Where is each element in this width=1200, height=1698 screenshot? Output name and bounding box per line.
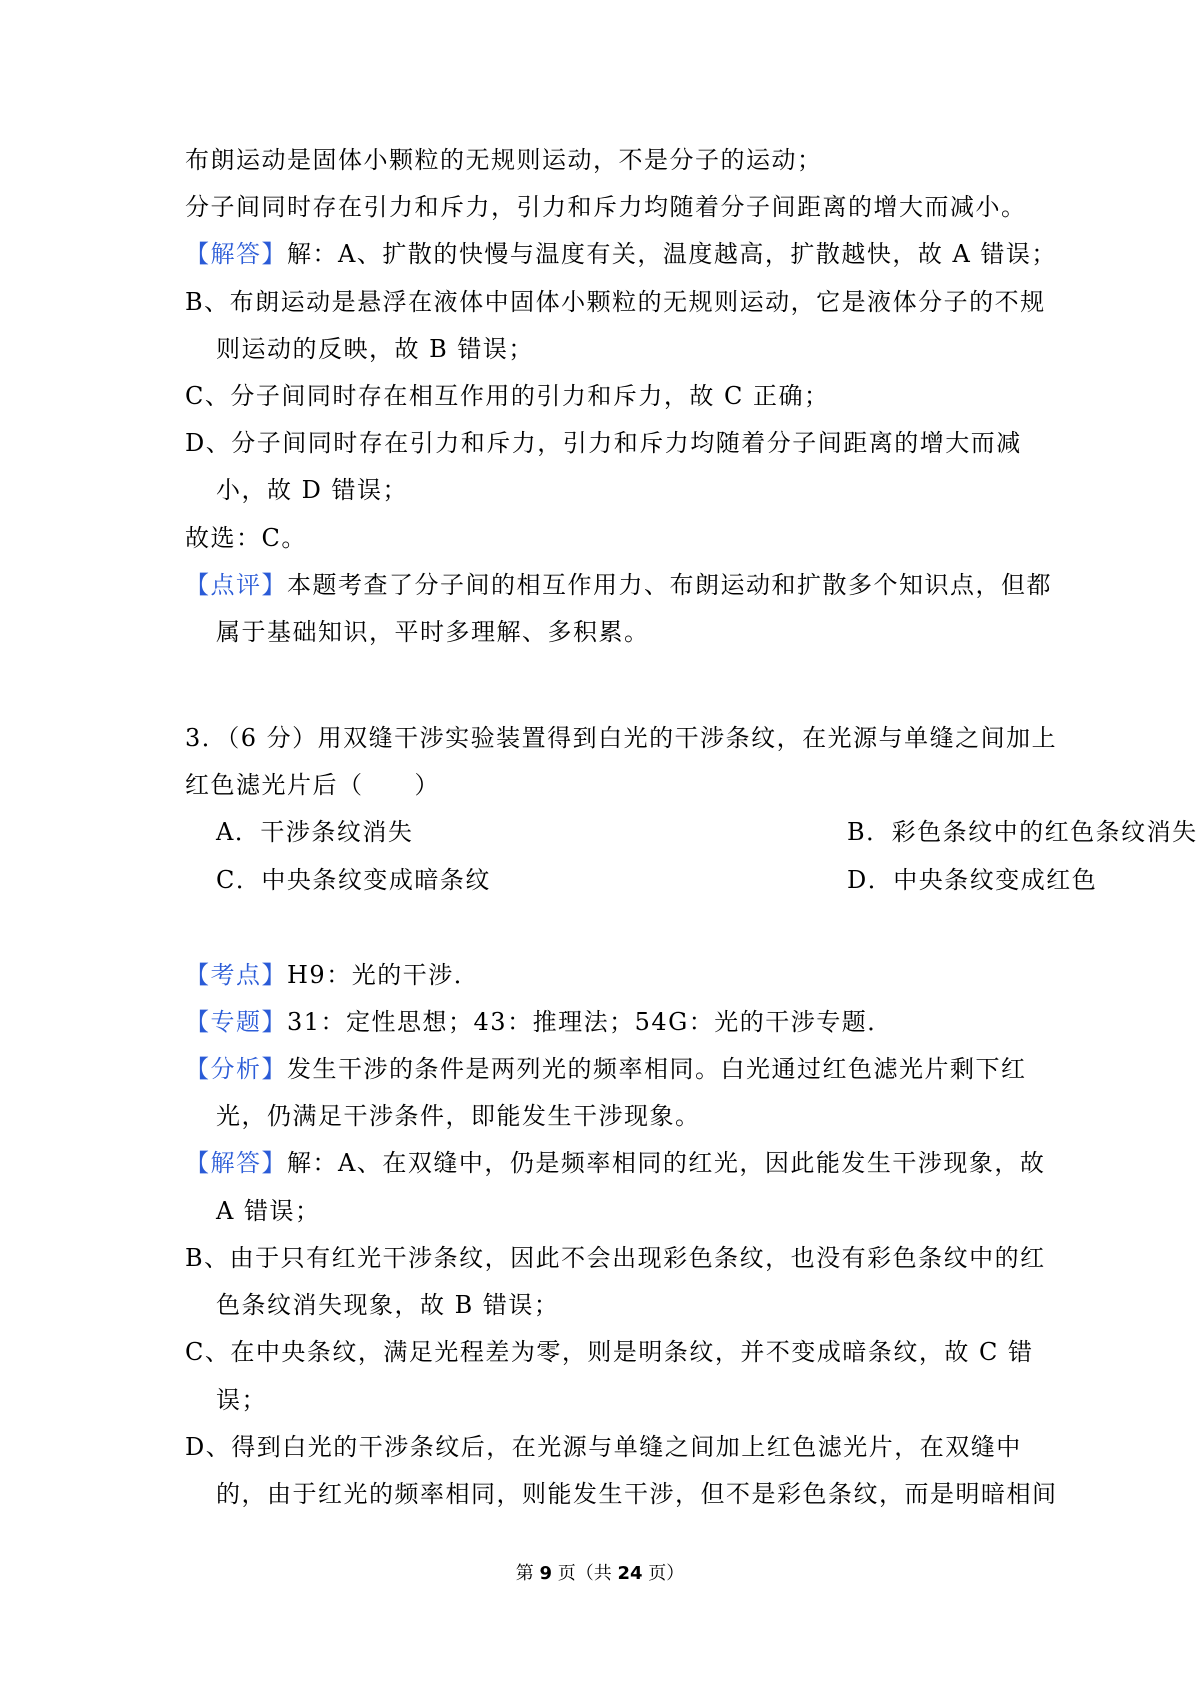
page-footer — [0, 1562, 1200, 1586]
answer-line: B、布朗运动是悬浮在液体中固体小颗粒的无规则运动，它是液体分子的不规 — [185, 288, 1046, 316]
jieda-line: D、得到白光的干涉条纹后，在光源与单缝之间加上红色滤光片，在双缝中 — [185, 1433, 1022, 1461]
analysis-line: 布朗运动是固体小颗粒的无规则运动，不是分子的运动； — [185, 146, 823, 174]
kaodian-tag: 【考点】 — [185, 961, 287, 989]
option-d: D．中央条纹变成红色 — [847, 866, 1098, 894]
zhuanti-text: 31：定性思想；43：推理法；54G：光的干涉专题． — [287, 1008, 893, 1036]
footer-prefix: 第 — [515, 1563, 540, 1584]
answer-line: D、分子间同时存在引力和斥力，引力和斥力均随着分子间距离的增大而减 — [185, 429, 1022, 457]
jieda-line: A 错误； — [216, 1197, 321, 1225]
kaodian-text: H9：光的干涉． — [287, 961, 480, 989]
answer-paragraph — [185, 238, 1057, 270]
kaodian-paragraph — [185, 959, 1025, 991]
answer-line: 则运动的反映，故 B 错误； — [216, 335, 534, 363]
answer-tag: 【解答】 — [185, 240, 287, 268]
analysis-line: 分子间同时存在引力和斥力，引力和斥力均随着分子间距离的增大而减小。 — [185, 193, 1027, 221]
answer-line: C、分子间同时存在相互作用的引力和斥力，故 C 正确； — [185, 382, 830, 410]
jieda-line: C、在中央条纹，满足光程差为零，则是明条纹，并不变成暗条纹，故 C 错 — [185, 1338, 1034, 1366]
option-c: C．中央条纹变成暗条纹 — [216, 866, 491, 894]
option-a: A．干涉条纹消失 — [216, 818, 414, 846]
page-number: 9 — [539, 1563, 552, 1584]
comment-tag: 【点评】 — [185, 571, 287, 599]
zhuanti-tag: 【专题】 — [185, 1008, 287, 1036]
option-row — [216, 816, 1198, 848]
total-pages: 24 — [617, 1563, 643, 1584]
answer-line: 小，故 D 错误； — [216, 476, 408, 504]
jieda-text: 解：A、在双缝中，仍是频率相同的红光，因此能发生干涉现象，故 — [287, 1149, 1046, 1177]
comment-paragraph — [185, 569, 1052, 601]
footer-middle: 页（共 — [552, 1563, 618, 1584]
zhuanti-paragraph — [185, 1006, 1025, 1038]
fenxi-line: 光，仍满足干涉条件，即能发生干涉现象。 — [216, 1102, 701, 1130]
fenxi-text: 发生干涉的条件是两列光的频率相同。白光通过红色滤光片剩下红 — [287, 1055, 1027, 1083]
jieda-paragraph — [185, 1147, 1046, 1179]
comment-line: 属于基础知识，平时多理解、多积累。 — [216, 618, 650, 646]
footer-suffix: 页） — [642, 1563, 685, 1584]
jieda-line: 色条纹消失现象，故 B 错误； — [216, 1291, 560, 1319]
jieda-tag: 【解答】 — [185, 1149, 287, 1177]
jieda-line: 的，由于红光的频率相同，则能发生干涉，但不是彩色条纹，而是明暗相间 — [216, 1480, 1058, 1508]
question-stem: 红色滤光片后（ ） — [185, 771, 440, 799]
answer-text: 解：A、扩散的快慢与温度有关，温度越高，扩散越快，故 A 错误； — [287, 240, 1057, 268]
answer-line: 故选：C。 — [185, 524, 307, 552]
fenxi-paragraph — [185, 1053, 1025, 1085]
option-row — [216, 864, 1098, 896]
jieda-line: 误； — [216, 1386, 267, 1414]
comment-text: 本题考查了分子间的相互作用力、布朗运动和扩散多个知识点，但都 — [287, 571, 1052, 599]
question-stem: 3．（6 分）用双缝干涉实验装置得到白光的干涉条纹，在光源与单缝之间加上 — [185, 724, 1058, 752]
option-b: B．彩色条纹中的红色条纹消失 — [847, 818, 1198, 846]
fenxi-tag: 【分析】 — [185, 1055, 287, 1083]
jieda-line: B、由于只有红光干涉条纹，因此不会出现彩色条纹，也没有彩色条纹中的红 — [185, 1244, 1046, 1272]
